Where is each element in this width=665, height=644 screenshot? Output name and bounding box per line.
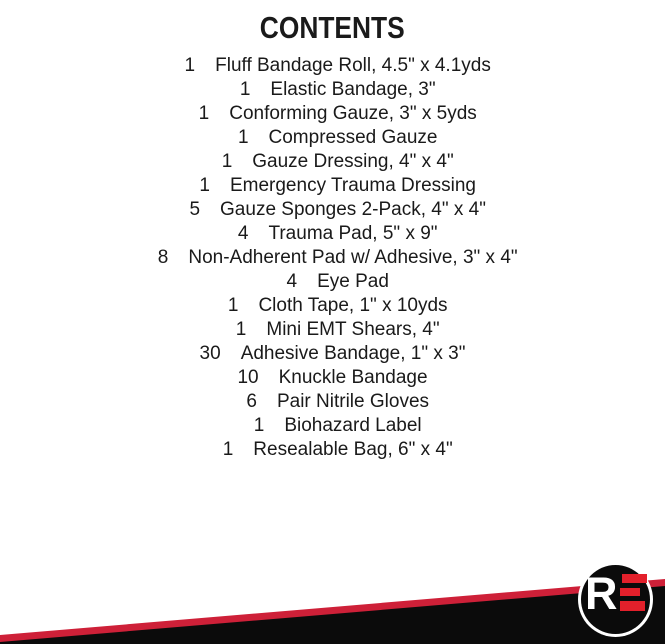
brand-logo-letter-r: R <box>585 568 618 619</box>
logo-e-top-bar <box>622 574 647 583</box>
item-name: Knuckle Bandage <box>278 367 428 388</box>
item-name: Conforming Gauze, 3" x 5yds <box>229 103 477 124</box>
list-item <box>0 366 665 390</box>
item-quantity: 1 <box>235 319 247 340</box>
item-name: Fluff Bandage Roll, 4.5" x 4.1yds <box>215 55 491 76</box>
item-name: Biohazard Label <box>284 415 422 436</box>
item-name: Elastic Bandage, 3" <box>270 79 436 100</box>
list-item <box>0 150 665 174</box>
page-title <box>0 9 665 46</box>
item-name: Eye Pad <box>317 271 389 292</box>
list-item <box>0 246 665 270</box>
list-item <box>0 222 665 246</box>
item-quantity: 1 <box>199 175 210 196</box>
list-item <box>0 198 665 222</box>
page-title-text: CONTENTS <box>260 10 405 45</box>
logo-e-bottom-bar <box>620 601 645 611</box>
item-quantity: 1 <box>221 151 233 172</box>
item-quantity: 1 <box>222 439 234 460</box>
brand-logo-letter-e-icon <box>578 562 653 637</box>
item-quantity: 10 <box>237 367 259 388</box>
list-item <box>0 438 665 462</box>
list-item <box>0 414 665 438</box>
item-name: Adhesive Bandage, 1" x 3" <box>240 343 466 364</box>
item-quantity: 1 <box>184 55 196 76</box>
item-quantity: 1 <box>239 79 251 100</box>
item-name: Mini EMT Shears, 4" <box>266 319 440 340</box>
list-item <box>0 102 665 126</box>
item-quantity: 6 <box>246 391 257 412</box>
item-name: Trauma Pad, 5" x 9" <box>268 223 438 244</box>
list-item <box>0 390 665 414</box>
list-item <box>0 78 665 102</box>
list-item <box>0 318 665 342</box>
list-item <box>0 342 665 366</box>
contents-list <box>0 54 665 462</box>
item-name: Cloth Tape, 1" x 10yds <box>258 295 448 316</box>
item-quantity: 1 <box>198 103 210 124</box>
item-quantity: 1 <box>227 295 239 316</box>
item-name: Emergency Trauma Dressing <box>229 175 477 196</box>
list-item <box>0 270 665 294</box>
item-quantity: 1 <box>237 127 249 148</box>
item-name: Non-Adherent Pad w/ Adhesive, 3" x 4" <box>188 247 518 268</box>
item-name: Gauze Sponges 2-Pack, 4" x 4" <box>220 199 486 220</box>
list-item <box>0 126 665 150</box>
item-quantity: 4 <box>237 223 249 244</box>
item-quantity: 30 <box>199 343 221 364</box>
item-quantity: 8 <box>157 247 169 268</box>
list-item <box>0 54 665 78</box>
list-item <box>0 294 665 318</box>
item-name: Gauze Dressing, 4" x 4" <box>252 151 454 172</box>
item-quantity: 5 <box>189 199 201 220</box>
item-name: Pair Nitrile Gloves <box>276 391 430 412</box>
item-quantity: 4 <box>286 271 298 292</box>
brand-logo <box>578 562 653 637</box>
logo-e-middle-bar <box>620 588 640 596</box>
item-name: Compressed Gauze <box>268 127 438 148</box>
list-item <box>0 174 665 198</box>
item-quantity: 1 <box>253 415 265 436</box>
item-name: Resealable Bag, 6" x 4" <box>253 439 453 460</box>
